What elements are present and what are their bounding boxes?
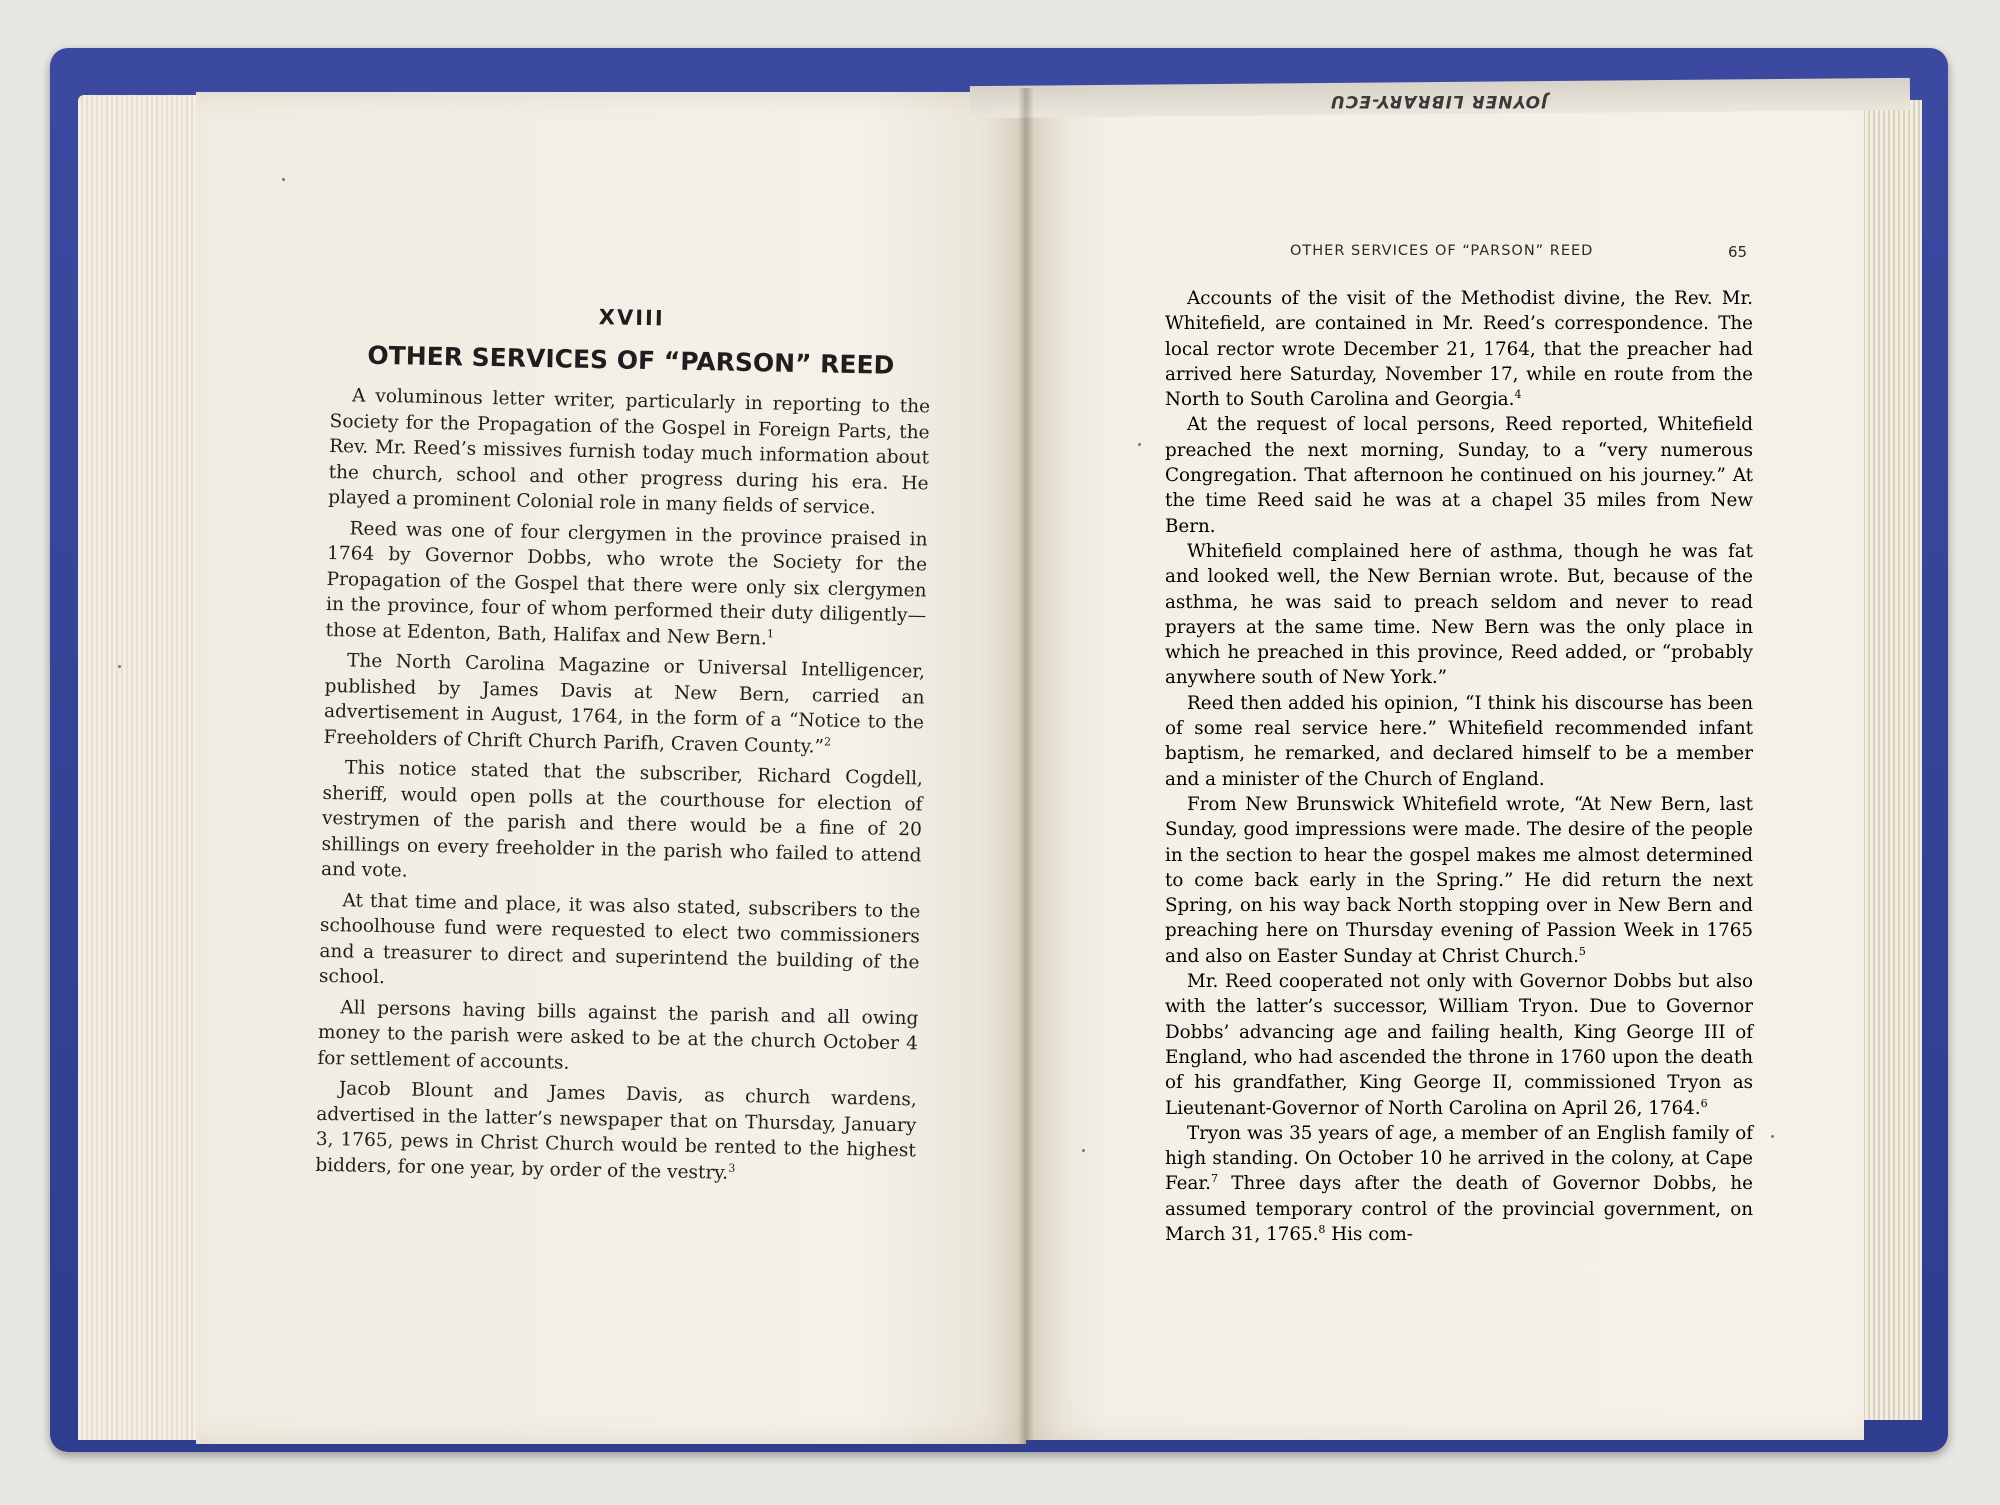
chapter-number: XVIII [598,305,665,331]
paragraph: This notice stated that the subscriber, Richard Cogdell, sheriff, would open polls at the courthouse for election of vestrymen of the parish and there would be a fine of 20 shillings on every freeholder in the parish who failed to attend and vote. [320,757,924,882]
paragraph: A voluminous letter writer, particularly in reporting to the Society for the Propagation of the Gospel in Foreign Parts, the Rev. Mr. Reed’s missives furnish today much information about the church, school and other progress during his era. He played a prominent Colonial role in many fields of service. [328,385,931,519]
footnote-ref: 3 [728,1161,736,1175]
footnote-ref: 1 [766,626,775,640]
footnote-ref: 7 [1210,1172,1218,1186]
paper-speck [1771,1135,1774,1138]
footnote-ref: 8 [1318,1222,1326,1236]
paragraph: Accounts of the visit of the Methodist divine, the Rev. Mr. Whitefield, are contained in Mr. Reed’s correspondence. The local rector wrote December 21, 1764, that the preacher had arrived here Saturday, November 17, while en route from the North to South Carolina and Georgia.$^4$ [1165,288,1753,411]
paragraph: Reed then added his opinion, “I think his discourse has been of some real service here.” Whitefield recommended infant baptism, he remarked, and declared himself to be a member and a minister of the Church of England. [1165,692,1753,790]
paragraph: At that time and place, it was also stated, subscribers to the schoolhouse fund were requested to elect two commissioners and a treasurer to direct and superintend the building of the school. [318,889,921,989]
running-head: OTHER SERVICES OF “PARSON” REED [1290,243,1594,259]
page-number: 65 [1728,243,1748,261]
book-gutter [1018,88,1034,1444]
paragraph: Whitefield complained here of asthma, though he was fat and looked well, the New Bernian wrote. But, because of the asthma, he was said to preach seldom and never to read prayers at the same time. New Bern was the only place in which he preached in this province, Reed added, or “probably anywhere south of New York.” [1165,540,1753,689]
footnote-ref: 6 [1700,1096,1708,1110]
paragraph: Jacob Blount and James Davis, as church wardens, advertised in the latter’s newspaper that on Thursday, January 3, 1765, pews in Christ Church would be rented to the highest bidders, for one year, by order of the vestry.$^3$ [315,1078,917,1184]
right-page-edges [1860,100,1922,1420]
paragraph: Mr. Reed cooperated not only with Governor Dobbs but also with the latter’s successor, William Tryon. Due to Governor Dobbs’ advancing age and failing health, King George III of England, who had ascended the throne in 1760 upon the death of his grandfather, King George II, commissioned Tryon as Lieutenant-Governor of North Carolina on April 26, 1764.$^6$ [1165,971,1753,1119]
left-page-text [315,300,932,1194]
chapter-title: OTHER SERVICES OF “PARSON” REED [367,340,895,380]
paragraph: From New Brunswick Whitefield wrote, “At New Bern, last Sunday, good impressions were made. The desire of the people in the section to hear the gospel makes me almost determined to come back early in the Spring.” He did return the next Spring, on his way back North stopping over in New Bern and preaching here on Thursday evening of Passion Week in 1765 and also on Easter Sunday at Christ Church.$^5$ [1165,793,1753,967]
footnote-ref: 4 [1514,388,1522,402]
paper-speck [1082,1149,1085,1152]
right-page-text [1165,286,1753,1247]
paper-speck [1138,443,1141,446]
paragraph: Tryon was 35 years of age, a member of an English family of high standing. On October 10 he arrived in the colony, at Cape Fear.$^7$ Three days after the death of Governor Dobbs, he assumed temporary control of the provincial government, on March 31, 1765.$^8$ His com- [1165,1122,1754,1245]
footnote-ref: 5 [1578,944,1586,958]
paper-speck [118,665,121,668]
footnote-ref: 2 [823,734,832,749]
paragraph: The North Carolina Magazine or Universal Intelligencer, published by James Davis at New Bern, carried an advertisement in August, 1764, in the form of a “Notice to the Freeholders of Chrift Church Parifh, Craven County.”$^2$ [323,650,926,758]
paragraph: Reed was one of four clergymen in the province praised in 1764 by Governor Dobbs, who wrote the Society for the Propagation of the Gospel that there were only six clergymen in the province, four of whom performed their duty diligently—those at Edenton, Bath, Halifax and New Bern.$^1$ [325,517,928,649]
paragraph: All persons having bills against the parish and all owing money to the parish were asked to be at the church October 4 for settlement of accounts. [317,996,919,1074]
library-stamp: JOYNER LIBRARY-ECU [1330,91,1548,111]
paper-speck [282,178,285,181]
paragraph: At the request of local persons, Reed reported, Whitefield preached the next morning, Sunday, to a “very numerous Congregation. That afternoon he continued on his journey.” At the time Reed said he was at a chapel 35 miles from New Bern. [1165,414,1753,537]
